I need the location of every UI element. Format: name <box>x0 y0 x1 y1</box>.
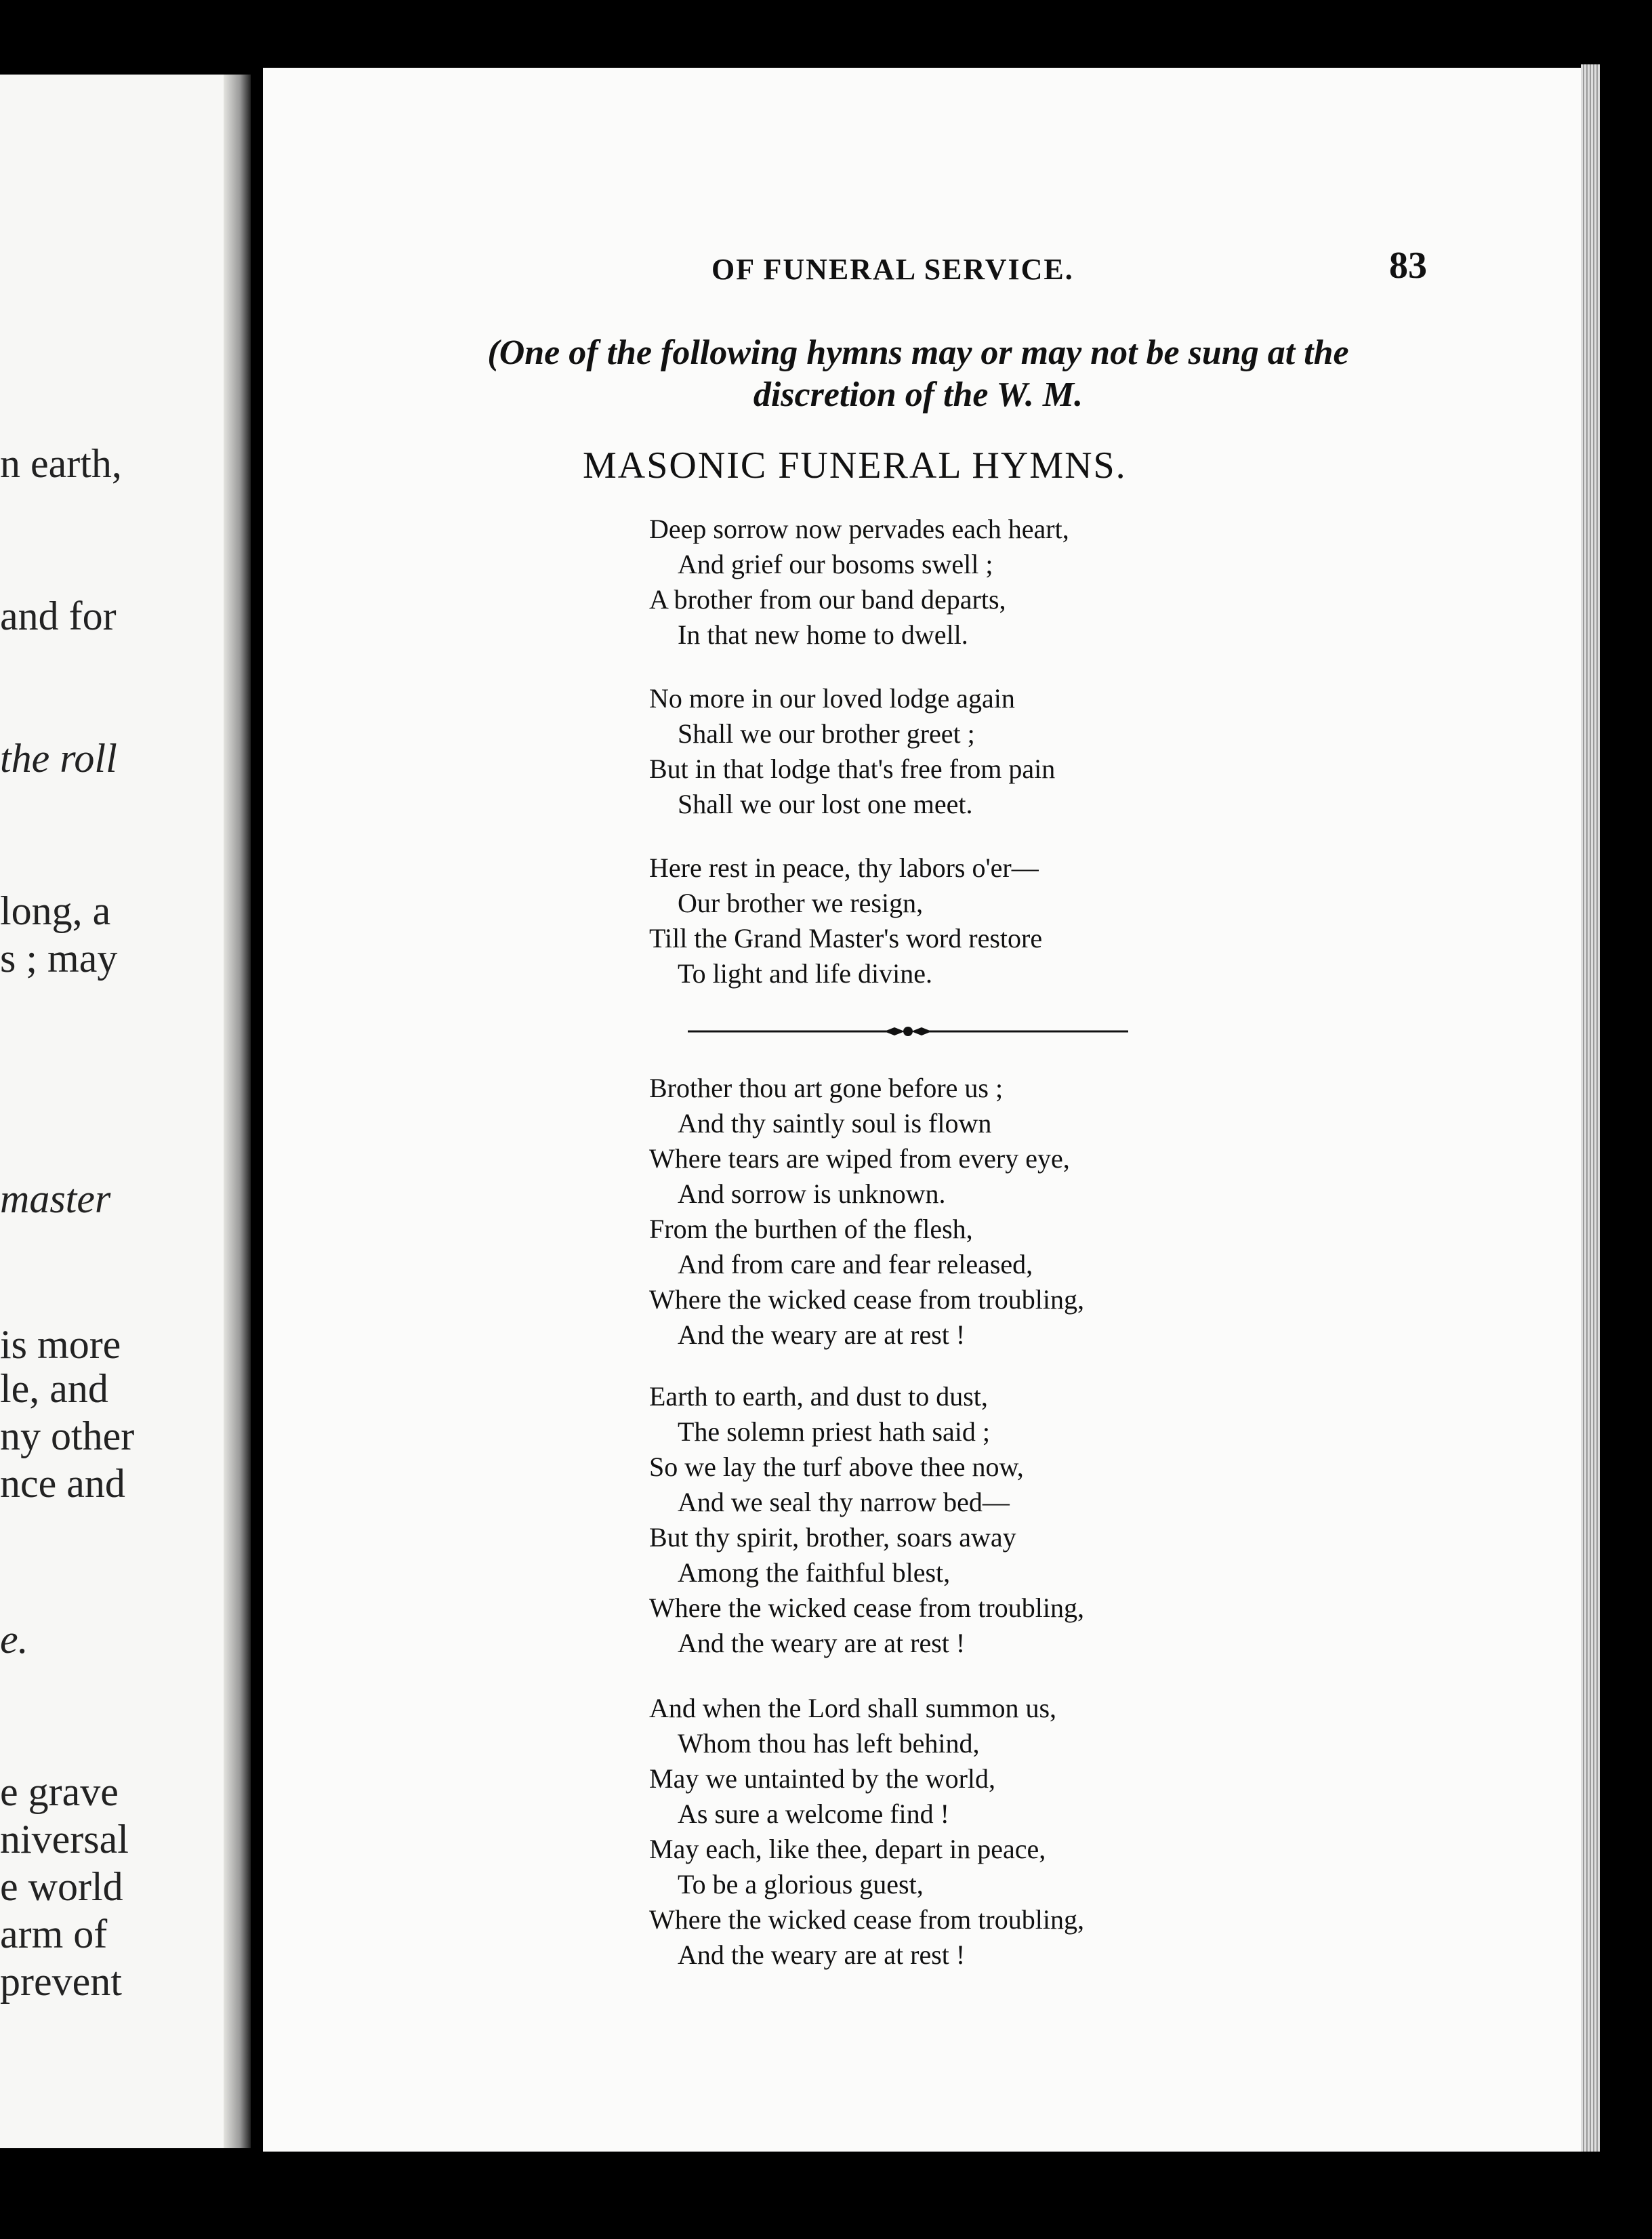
verse-line: Shall we our lost one meet. <box>678 789 973 819</box>
verse-line: And the weary are at rest ! <box>678 1939 966 1970</box>
verse-line: And the weary are at rest ! <box>678 1628 966 1658</box>
verse-line: Here rest in peace, thy labors o'er— <box>649 853 1039 883</box>
hymn2-stanza <box>649 1071 1084 1353</box>
verse-line: Our brother we resign, <box>678 888 924 918</box>
left-text-line: ny other <box>0 1414 135 1458</box>
verse-line: Where the wicked cease from troubling, <box>649 1284 1084 1315</box>
verse-line: And we seal thy narrow bed— <box>678 1487 1010 1517</box>
verse-line: Shall we our brother greet ; <box>678 718 975 749</box>
book-gutter <box>224 75 251 2148</box>
verse-line: As sure a welcome find ! <box>678 1799 949 1829</box>
verse-line: Where the wicked cease from troubling, <box>649 1904 1084 1935</box>
page-number: 83 <box>1389 245 1427 287</box>
verse-line: And grief our bosoms swell ; <box>678 549 993 579</box>
rubric-instruction <box>379 332 1457 416</box>
verse-line: Where tears are wiped from every eye, <box>649 1143 1070 1174</box>
ornamental-rule <box>688 1023 1128 1040</box>
rubric-line: (One of the following hymns may or may not be sung at the <box>487 333 1349 372</box>
left-text-line: arm of <box>0 1912 108 1956</box>
verse-line: Where the wicked cease from troubling, <box>649 1593 1084 1623</box>
hymn-title: MASONIC FUNERAL HYMNS. <box>583 445 1127 487</box>
left-text-line: e grave <box>0 1769 119 1814</box>
verse-line: And when the Lord shall summon us, <box>649 1693 1057 1723</box>
hymn1-stanza <box>649 512 1069 653</box>
verse-line: A brother from our band departs, <box>649 584 1006 615</box>
left-text-line: niversal <box>0 1817 129 1862</box>
verse-line: In that new home to dwell. <box>678 619 968 650</box>
facing-page-fragment <box>0 75 241 2148</box>
verse-line: And sorrow is unknown. <box>678 1178 946 1209</box>
verse-line: And thy saintly soul is flown <box>678 1108 992 1138</box>
left-text-line: the roll <box>0 736 117 781</box>
verse-line: So we lay the turf above thee now, <box>649 1452 1024 1482</box>
verse-line: To light and life divine. <box>678 958 933 989</box>
left-text-line: long, a <box>0 888 111 933</box>
verse-line: The solemn priest hath said ; <box>678 1416 991 1447</box>
rubric-line: discretion of the W. M. <box>753 375 1083 414</box>
left-text-line: le, and <box>0 1366 108 1411</box>
left-text-line: is more <box>0 1322 121 1367</box>
verse-line: May each, like thee, depart in peace, <box>649 1834 1046 1864</box>
verse-line: To be a glorious guest, <box>678 1869 924 1899</box>
verse-line: And the weary are at rest ! <box>678 1319 966 1350</box>
verse-line: Among the faithful blest, <box>678 1557 951 1588</box>
left-text-line: s ; may <box>0 936 118 981</box>
verse-line: Whom thou has left behind, <box>678 1728 980 1759</box>
left-text-line: and for <box>0 594 117 638</box>
left-text-line: master <box>0 1176 111 1221</box>
verse-line: Till the Grand Master's word restore <box>649 923 1043 953</box>
hymn2-stanza <box>649 1379 1084 1661</box>
hymn2-stanza <box>649 1691 1084 1973</box>
left-text-line: nce and <box>0 1461 125 1506</box>
verse-line: And from care and fear released, <box>678 1249 1033 1279</box>
running-head: OF FUNERAL SERVICE. <box>711 253 1074 286</box>
verse-line: Brother thou art gone before us ; <box>649 1073 1004 1103</box>
verse-line: May we untainted by the world, <box>649 1763 995 1794</box>
left-text-line: e world <box>0 1864 123 1909</box>
verse-line: But thy spirit, brother, soars away <box>649 1522 1016 1553</box>
verse-line: But in that lodge that's free from pain <box>649 754 1056 784</box>
verse-line: Deep sorrow now pervades each heart, <box>649 514 1069 544</box>
hymn1-stanza <box>649 681 1055 822</box>
left-text-line: n earth, <box>0 441 122 486</box>
verse-line: No more in our loved lodge again <box>649 683 1015 714</box>
left-text-line: prevent <box>0 1959 122 2004</box>
verse-line: Earth to earth, and dust to dust, <box>649 1381 988 1412</box>
left-text-line: e. <box>0 1617 28 1662</box>
page-edge <box>1581 64 1600 2152</box>
hymn1-stanza <box>649 850 1042 991</box>
verse-line: From the burthen of the flesh, <box>649 1214 973 1244</box>
